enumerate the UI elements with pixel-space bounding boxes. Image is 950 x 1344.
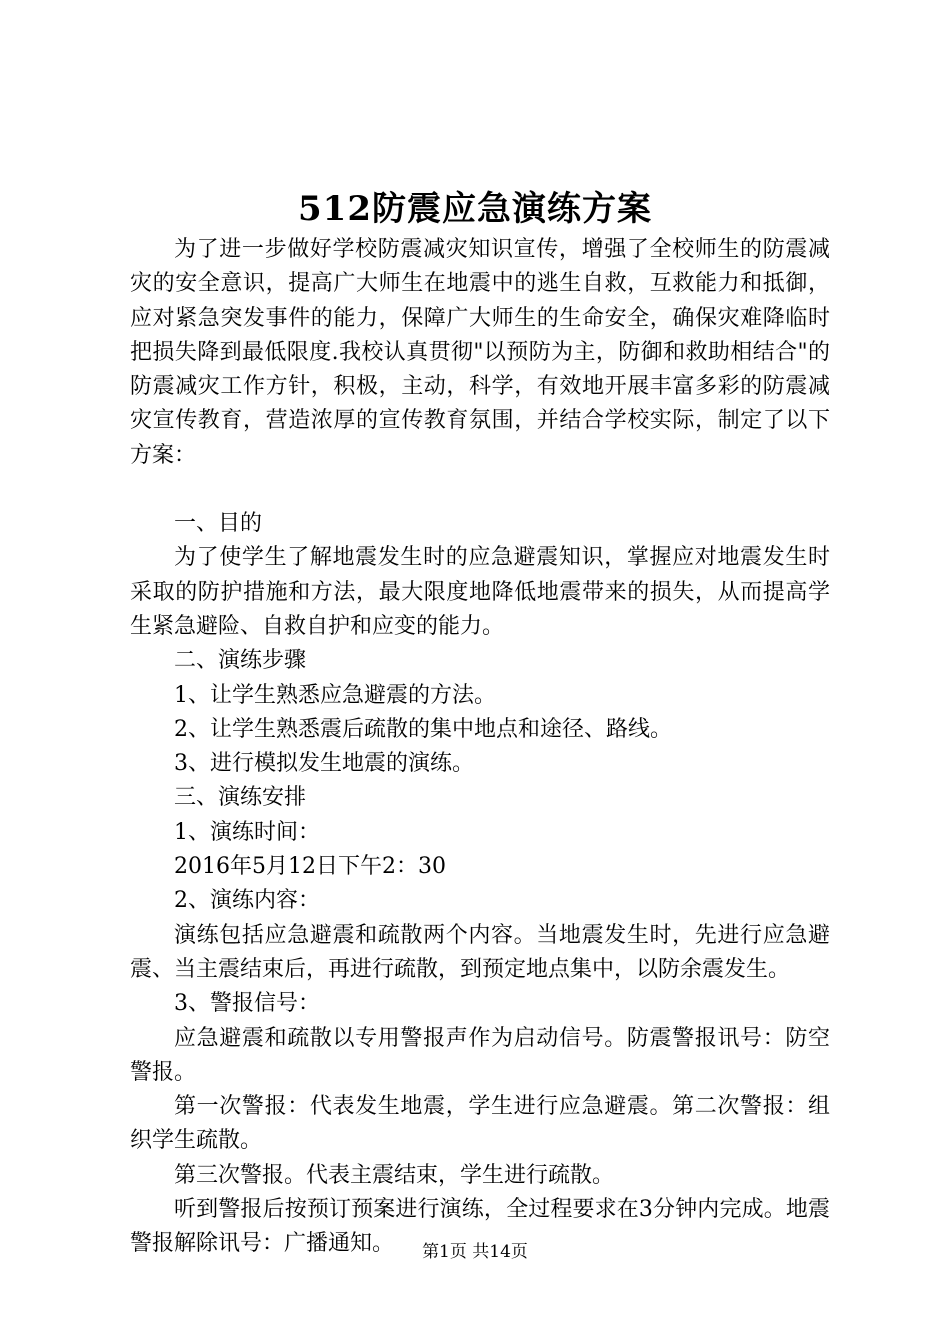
arrangement-content-heading: 2、演练内容： [174, 888, 320, 914]
paragraph-spacer [130, 473, 830, 507]
arrangement-content-paragraph: 演练包括应急避震和疏散两个内容。当地震发生时，先进行应急避震、当主震结束后，再进行疏散，到预定地点集中，以防余震发生。 [130, 922, 830, 982]
third-alarm-paragraph: 第三次警报。代表主震结束，学生进行疏散。 [174, 1162, 615, 1188]
section-heading-steps: 二、演练步骤 [174, 648, 307, 674]
first-alarm-paragraph: 第一次警报：代表发生地震，学生进行应急避震。第二次警报：组织学生疏散。 [130, 1094, 830, 1154]
document-title: 512防震应急演练方案 [298, 189, 652, 229]
alarm-signal-paragraph: 应急避震和疏散以专用警报声作为启动信号。防震警报讯号：防空警报。 [130, 1025, 830, 1085]
arrangement-time-value: 2016年5月12日下午2：30 [174, 854, 446, 880]
step-item-3: 3、进行模拟发生地震的演练。 [174, 751, 474, 777]
alarm-signal-heading: 3、警报信号： [174, 991, 320, 1017]
section-heading-purpose: 一、目的 [174, 511, 263, 537]
intro-paragraph: 为了进一步做好学校防震减灾知识宣传，增强了全校师生的防震减灾的安全意识，提高广大师生在地震中的逃生自救，互救能力和抵御，应对紧急突发事件的能力，保障广大师生的生命安全，确保灾难降临时把损失降到最低限度.我校认真贯彻"以预防为主，防御和救助相结合"的防震减灾工作方针，积极，主动，科学，有效地开展丰富多彩的防震减灾宣传教育，营造浓厚的宣传教育氛围，并结合学校实际，制定了以下方案： [130, 237, 830, 468]
section-heading-arrangement: 三、演练安排 [174, 785, 307, 811]
step-item-2: 2、让学生熟悉震后疏散的集中地点和途径、路线。 [174, 716, 672, 742]
purpose-paragraph: 为了使学生了解地震发生时的应急避震知识，掌握应对地震发生时采取的防护措施和方法，最大限度地降低地震带来的损失，从而提高学生紧急避险、自救自护和应变的能力。 [130, 545, 830, 639]
document-body [130, 233, 830, 1262]
arrangement-time-heading: 1、演练时间： [174, 819, 320, 845]
drill-requirement-paragraph: 听到警报后按预订预案进行演练，全过程要求在3分钟内完成。地震警报解除讯号：广播通知。 [130, 1197, 830, 1257]
step-item-1: 1、让学生熟悉应急避震的方法。 [174, 682, 496, 708]
page-number-footer: 第1页 共14页 [422, 1242, 528, 1262]
